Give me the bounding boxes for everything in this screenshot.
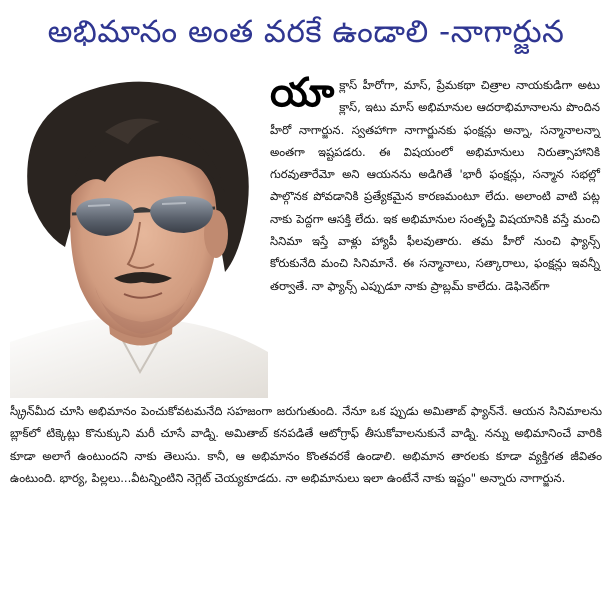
portrait-photo xyxy=(10,72,268,398)
dropcap: యా xyxy=(270,70,335,116)
headline: అభిమానం అంత వరకే ఉండాలి -నాగార్జున xyxy=(47,14,565,50)
article-column xyxy=(270,70,600,297)
continuation-paragraph: స్క్రీన్‌మీద చూసి అభిమానం పెంచుకోవటమనేది సహజంగా జరుగుతుంది. నేనూ ఒక ప్పుడు అమితాబ్ ఫ్యాన్‌నే. ఆయన సినిమాలను బ్లాక్‌లో టిక్కెట్లు కొనుక్కుని మరీ చూసే వాడ్ని. అమితాబ్ కనపడితే ఆటోగ్రాఫ్ తీసుకోవాలనుకునే వాడ్ని. నన్ను అభిమానించే వారికి కూడా అలాగే ఉంటుందని నాకు తెలుసు. కానీ, ఆ అభిమానం కొంతవరకే ఉండాలి. అభిమాన తారలకు కూడా వ్యక్తిగత జీవితం ఉంటుంది. భార్య, పిల్లలు...వీటన్నింటిని నెగ్లెట్ చెయ్యకూడదు. నా అభిమానులు ఇలా ఉంటేనే నాకు ఇష్టం" అన్నారు నాగార్జున. xyxy=(10,404,602,485)
portrait-illustration xyxy=(10,72,268,398)
column-paragraph: క్లాస్ హీరోగా, మాస్, ప్రేమకథా చిత్రాల నాయకుడిగా అటు క్లాస్, ఇటు మాస్ అభిమానుల ఆదరాభిమానాలను పొందిన హీరో నాగార్జున. స్వతహాగా నాగార్జునకు ఫంక్షన్లు అన్నా, సన్మానాలన్నా అంతగా ఇష్టపడరు. ఈ విషయంలో అభిమానులు నిరుత్సాహానికి గురవుతారేమో అని ఆయనను అడిగితే 'భారీ ఫంక్షన్లు, సన్మాన సభల్లో పాల్గొనక పోవడానికి ప్రత్యేకమైన కారణమంటూ లేదు. అలాంటి వాటి పట్ల నాకు పెద్దగా ఆసక్తి లేదు. ఇక అభిమానుల సంతృప్తి విషయానికి వస్తే మంచి సినిమా ఇస్తే వాళ్లు హ్యాపీ ఫీలవుతారు. తమ హీరో నుంచి ఫ్యాన్స్ కోరుకునేది మంచి సినిమానే. ఈ సన్మానాలు, సత్కారాలు, ఫంక్షన్లు ఇవన్నీ తర్వాతే. నా ఫ్యాన్స్ ఎప్పుడూ నాకు ప్రాబ్లమ్ కాలేదు. డెఫినెట్‌గా xyxy=(270,78,600,293)
article-continuation xyxy=(10,400,602,489)
